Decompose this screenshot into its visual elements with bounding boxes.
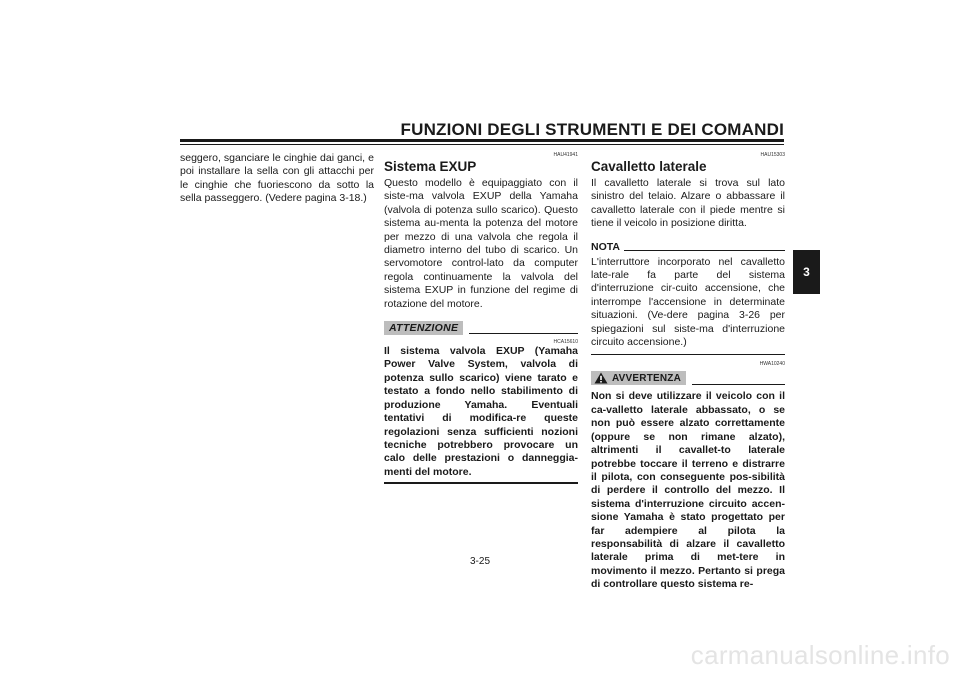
warning-badge <box>591 371 686 385</box>
section-code: HAU15303 <box>760 152 785 158</box>
warning-code: HWA10240 <box>759 361 785 368</box>
watermark: carmanualsonline.info <box>690 640 950 670</box>
nota-rule <box>624 250 785 251</box>
column-2 <box>384 152 578 484</box>
header-rule-thick <box>180 139 784 142</box>
header-rule-thin <box>180 144 784 145</box>
nota-header <box>591 241 785 253</box>
warning-text: Non si deve utilizzare il veicolo con il ca-valletto laterale abbassato, o se non può essere alzato correttamente (oppure se non rimane alzato), altrimenti il cavallet-to laterale potrebbe toccare il terreno e distrarre il pilota, con conseguente pos-sibilità di perdere il controllo del mezzo. Il sistema d'interruzione circuito accen-sione Yamaha è stato progettato per far adempiere al pilota la responsabilità di alzare il cavalletto laterale prima di met-tere in movimento il mezzo. Pertanto si prega di controllare questo sistema re- <box>591 390 785 591</box>
attention-text: Il sistema valvola EXUP (Yamaha Power Valve System, valvola di potenza sullo scarico) viene tarato e testato a fondo nello stabilimento di produzione Yamaha. Eventuali tentativi di modifica-re queste regolazioni senza sufficienti nozioni tecniche potrebbero provocare un calo delle prestazioni o danneggia-menti del motore. <box>384 345 578 478</box>
nota-bottom-rule <box>591 354 785 355</box>
warning-rule <box>692 384 785 385</box>
continuation-paragraph: seggero, sganciare le cinghie dai ganci, e poi installare la sella con gli attacchi per le cinghie che fuoriescono da sotto la sella passeggero. (Vedere pagina 3-18.) <box>180 152 374 205</box>
attention-badge: ATTENZIONE <box>384 321 463 335</box>
attention-rule <box>469 333 578 334</box>
section-title-cavalletto: Cavalletto laterale <box>591 159 707 174</box>
attention-header <box>384 321 578 335</box>
column-1 <box>180 152 374 206</box>
section-code: HAU41941 <box>553 152 578 158</box>
warning-label: AVVERTENZA <box>612 372 682 384</box>
warning-triangle-icon <box>594 372 608 384</box>
exup-paragraph: Questo modello è equipaggiato con il siste-ma valvola EXUP della Yamaha (valvola di potenza sullo scarico). Questo sistema au-menta la potenza del motore per mezzo di una valvola che regola il diametro interno del tubo di scarico. Un servomotore control-lato da computer regola continuamente la valvola del sistema EXUP in funzione del regime di rotazione del motore. <box>384 177 578 310</box>
attention-code: HCA15610 <box>553 339 578 346</box>
cavalletto-paragraph: Il cavalletto laterale si trova sul lato sinistro del telaio. Alzare o abbassare il cavalletto laterale con il piede mentre si tiene il veicolo in posizione diritta. <box>591 177 785 230</box>
chapter-tab: 3 <box>793 250 820 294</box>
column-3 <box>591 152 785 592</box>
page-header-title: FUNZIONI DEGLI STRUMENTI E DEI COMANDI <box>400 120 784 139</box>
warning-header <box>591 371 785 385</box>
nota-label: NOTA <box>591 240 620 253</box>
section-title-exup: Sistema EXUP <box>384 159 477 174</box>
nota-text: L'interruttore incorporato nel cavalletto late-rale fa parte del sistema d'interruzione cir-cuito accensione, che interrompe l'accensione in determinate situazioni. (Ve-dere pagina 3-26 per spiegazioni sul siste-ma d'interruzione circuito accensione.) <box>591 255 785 349</box>
attention-bottom-rule <box>384 482 578 484</box>
page-number: 3-25 <box>469 556 490 567</box>
